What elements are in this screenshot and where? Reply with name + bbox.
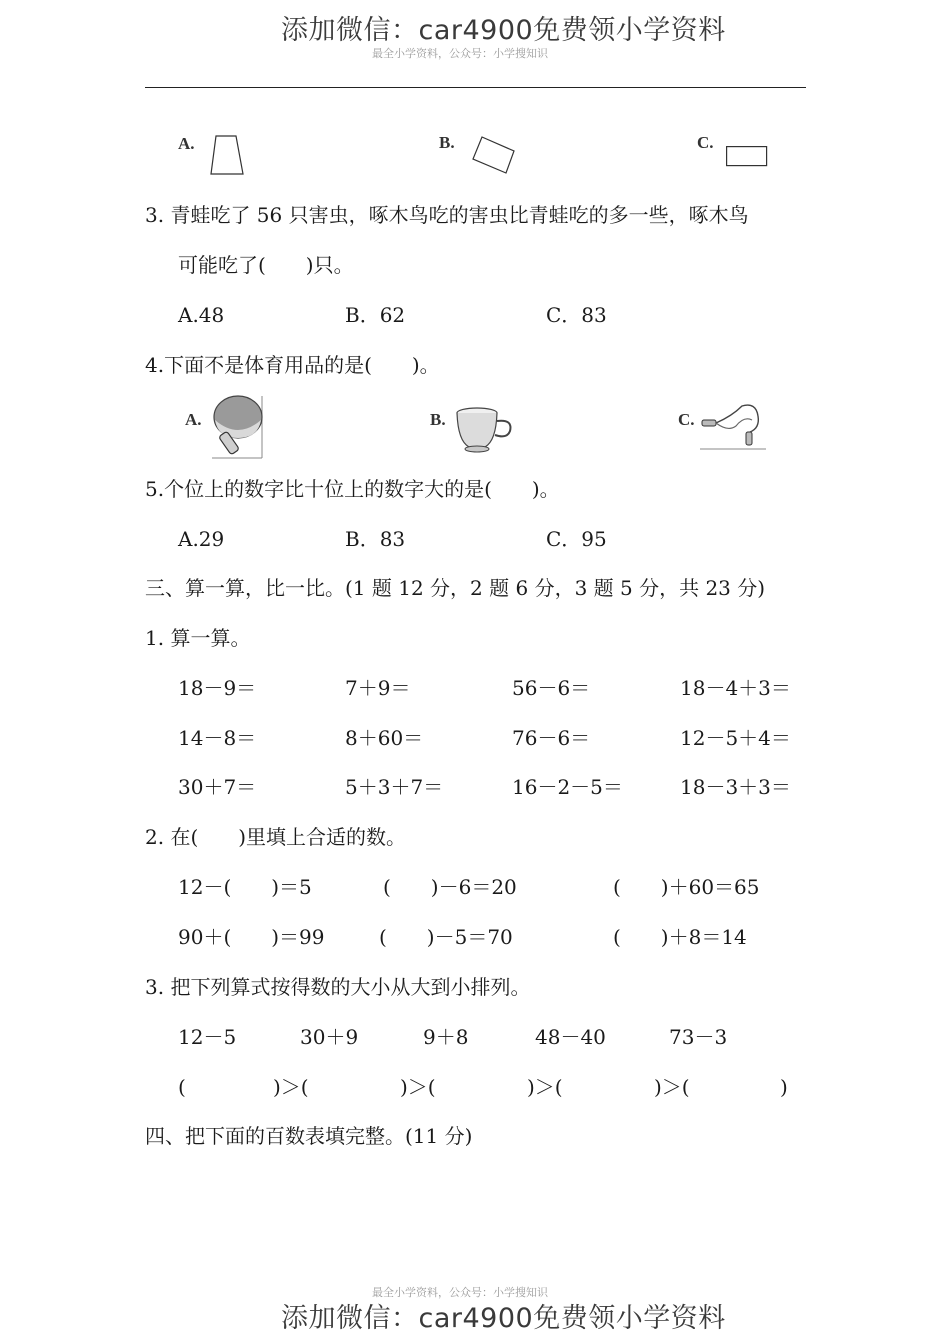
calc-item: 12－5＋4＝ [680, 726, 791, 750]
header-watermark: 添加微信：car4900免费领小学资料 [281, 15, 726, 46]
fill-blank-item: ( )＋60＝65 [613, 875, 760, 899]
q5-option-b: B．83 [345, 527, 406, 551]
calc-item: 30＋7＝ [178, 775, 257, 799]
q3-text-line2: 可能吃了( )只。 [178, 253, 354, 277]
q3-option-b: B．62 [345, 303, 406, 327]
tilted-rectangle-icon [472, 135, 516, 175]
order-blank-part: )＞( [527, 1075, 563, 1099]
footer-subtitle: 最全小学资料，公众号：小学搜知识 [372, 1286, 548, 1299]
calc-item: 56－6＝ [512, 676, 591, 700]
q4-option-c-label: C. [678, 410, 695, 429]
q5-option-a: A.29 [178, 527, 225, 551]
footer-watermark: 添加微信：car4900免费领小学资料 [281, 1303, 726, 1334]
calc-item: 76－6＝ [512, 726, 591, 750]
q5-option-c: C．95 [546, 527, 607, 551]
fill-blank-item: ( )－5＝70 [379, 925, 513, 949]
order-blank-part: )＞( [400, 1075, 436, 1099]
order-expression: 30＋9 [300, 1025, 359, 1049]
calc-item: 7＋9＝ [345, 676, 411, 700]
q4-text: 4.下面不是体育用品的是( )。 [145, 353, 440, 377]
header-subtitle: 最全小学资料，公众号：小学搜知识 [372, 47, 548, 60]
fill-blank-item: 90＋( )＝99 [178, 925, 325, 949]
order-expression: 48－40 [535, 1025, 606, 1049]
section3-part3-title: 3. 把下列算式按得数的大小从大到小排列。 [145, 975, 531, 999]
header-rule [145, 87, 806, 88]
jump-rope-icon [698, 402, 768, 452]
order-blank-part: )＞( [654, 1075, 690, 1099]
q5-text: 5.个位上的数字比十位上的数字大的是( )。 [145, 477, 560, 501]
order-expression: 9＋8 [423, 1025, 469, 1049]
calc-item: 8＋60＝ [345, 726, 424, 750]
order-blank-part: ( [178, 1075, 186, 1099]
q4-option-b-label: B. [430, 410, 446, 429]
calc-item: 18－9＝ [178, 676, 257, 700]
q3-option-a: A.48 [178, 303, 225, 327]
order-expression: 73－3 [669, 1025, 728, 1049]
q2-option-a-label: A. [178, 134, 195, 153]
calc-item: 14－8＝ [178, 726, 257, 750]
section3-part2-title: 2. 在( )里填上合适的数。 [145, 825, 407, 849]
ping-pong-paddle-icon [210, 394, 266, 462]
section3-part1-title: 1. 算一算。 [145, 626, 251, 650]
section3-title: 三、算一算，比一比。(1 题 12 分，2 题 6 分，3 题 5 分，共 23 分) [145, 576, 766, 600]
q3-option-c: C．83 [546, 303, 607, 327]
q2-option-c-label: C. [697, 133, 714, 152]
order-blank-part: ) [780, 1075, 788, 1099]
section4-title: 四、把下面的百数表填完整。(11 分) [145, 1124, 473, 1148]
rectangle-icon [726, 146, 768, 168]
q2-option-b-label: B. [439, 133, 455, 152]
calc-item: 5＋3＋7＝ [345, 775, 444, 799]
fill-blank-item: ( )＋8＝14 [613, 925, 747, 949]
fill-blank-item: 12－( )＝5 [178, 875, 312, 899]
calc-item: 18－4＋3＝ [680, 676, 791, 700]
calc-item: 16－2－5＝ [512, 775, 623, 799]
trapezoid-icon [210, 135, 244, 175]
teacup-icon [455, 405, 517, 455]
q3-text-line1: 3. 青蛙吃了 56 只害虫，啄木鸟吃的害虫比青蛙吃的多一些，啄木鸟 [145, 203, 749, 227]
order-blank-part: )＞( [273, 1075, 309, 1099]
calc-item: 18－3＋3＝ [680, 775, 791, 799]
order-expression: 12－5 [178, 1025, 237, 1049]
q4-option-a-label: A. [185, 410, 202, 429]
fill-blank-item: ( )－6＝20 [383, 875, 517, 899]
